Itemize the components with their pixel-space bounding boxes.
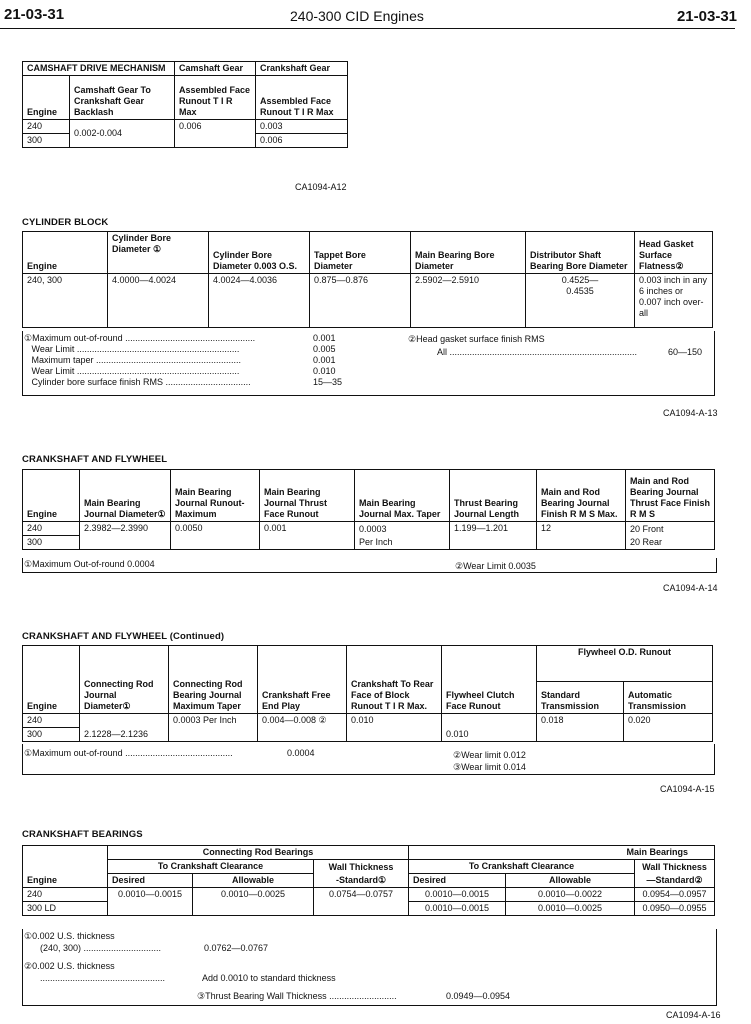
crank2-240-engine: 240 (23, 714, 80, 728)
crank-h-thrust-runout: Main Bearing Journal Thrust Face Runout (260, 470, 355, 522)
bear-cr-allowable: 0.0010—0.0025 (193, 888, 314, 916)
camshaft-code: CA1094-A12 (295, 182, 347, 192)
block-bore-os: 4.0024—4.0036 (209, 274, 310, 328)
crank-h-finish: Main and Rod Bearing Journal Finish R M S Max. (537, 470, 626, 522)
camshaft-h-engine: Engine (23, 76, 70, 120)
block-gasket: 0.003 inch in any 6 inches or 0.007 inch over- all (635, 274, 713, 328)
bear-cr-wall: 0.0754—0.0757 (314, 888, 409, 916)
crank2-h-std: Standard Transmission (537, 682, 624, 714)
block-note-gasket-all: All ........................................................................... (437, 347, 638, 357)
bear-h-mb-allowable: Allowable (506, 874, 635, 888)
block-title: CYLINDER BLOCK (22, 217, 109, 228)
block-h-engine: Engine (23, 232, 108, 274)
bear-cr-desired: 0.0010—0.0015 (108, 888, 193, 916)
block-h-gasket: Head Gasket Surface Flatness② (635, 232, 713, 274)
bear-note-5-value: 0.0949—0.0954 (446, 991, 511, 1001)
bear-h-cr-allowable: Allowable (193, 874, 314, 888)
crank-taper-per-inch: Per Inch (355, 536, 450, 550)
camshaft-group-crank: Crankshaft Gear (256, 62, 348, 76)
crank2-h-rod-diam: Connecting Rod Journal Diameter① (80, 646, 169, 714)
page-title: 240-300 CID Engines (290, 8, 424, 24)
crank-thrust-runout: 0.001 (260, 522, 355, 550)
camshaft-crank-runout-240: 0.003 (256, 120, 348, 134)
crank2-note-r2: ③Wear limit 0.014 (453, 762, 526, 772)
block-dist: 0.4525— 0.4535 (526, 274, 635, 328)
crank2-rod-diam: 2.1228—2.1236 (80, 728, 169, 742)
bear-h-cr-group: Connecting Rod Bearings (108, 846, 409, 860)
block-note-gasket-value: 60—150 (668, 347, 703, 357)
crank-runout: 0.0050 (171, 522, 260, 550)
block-bore: 4.0000—4.0024 (108, 274, 209, 328)
block-table (22, 231, 713, 328)
camshaft-table (22, 61, 348, 148)
block-note-label: Wear Limit ................................................................. (24, 366, 240, 376)
crank-h-runout: Main Bearing Journal Runout-Maximum (171, 470, 260, 522)
crank-h-thrust-length: Thrust Bearing Journal Length (450, 470, 537, 522)
camshaft-crank-runout-300: 0.006 (256, 134, 348, 148)
crank-taper: 0.0003 (355, 522, 450, 536)
page-number-left: 21-03-31 (4, 6, 65, 23)
bear-note-5: ③Thrust Bearing Wall Thickness ........................... (197, 991, 397, 1001)
crank-thrust-rear: 20 Rear (626, 536, 715, 550)
crank2-block-runout: 0.010 (347, 714, 442, 742)
crank-note-left: ①Maximum Out-of-round 0.0004 (24, 559, 155, 569)
bear-note-4: .................................................. (40, 973, 166, 983)
crank2-note-r1: ②Wear limit 0.012 (453, 750, 526, 760)
crank2-clutch: 0.010 (442, 728, 537, 742)
camshaft-h-backlash: Camshaft Gear To Crankshaft Gear Backlash (70, 76, 175, 120)
crank-h-main-diam: Main Bearing Journal Diameter① (80, 470, 171, 522)
block-note-value: 0.005 (313, 344, 336, 354)
bear-h-cr-std: -Standard① (314, 874, 409, 888)
block-h-tappet: Tappet Bore Diameter (310, 232, 411, 274)
block-engine: 240, 300 (23, 274, 108, 328)
block-h-dist: Distributor Shaft Bearing Bore Diameter (526, 232, 635, 274)
bear-h-cr-clear: To Crankshaft Clearance (108, 860, 314, 874)
bear-note-3: ②0.002 U.S. thickness (24, 961, 115, 971)
camshaft-engine-300: 300 (23, 134, 70, 148)
crank-code: CA1094-A-14 (663, 583, 718, 593)
bear-note-4-value: Add 0.0010 to standard thickness (202, 973, 336, 983)
camshaft-backlash: 0.002-0.004 (70, 120, 175, 148)
crank-h-engine: Engine (23, 470, 80, 522)
bear-300-engine: 300 LD (23, 902, 108, 916)
bear-240-mb-allowable: 0.0010—0.0022 (506, 888, 635, 902)
block-code: CA1094-A-13 (663, 408, 718, 418)
crank2-auto: 0.020 (624, 714, 713, 742)
crank2-h-rod-taper: Connecting Rod Bearing Journal Maximum Taper (169, 646, 258, 714)
block-note-label: Wear Limit ................................................................. (24, 344, 240, 354)
block-note-label: ①Maximum out-of-round .................................................... (24, 333, 256, 343)
bear-300-mb-allowable: 0.0010—0.0025 (506, 902, 635, 916)
page-number-right: 21-03-31 (676, 8, 737, 25)
block-note-label: Cylinder bore surface finish RMS .................................. (24, 377, 251, 387)
crank2-h-engine: Engine (23, 646, 80, 714)
camshaft-engine-240: 240 (23, 120, 70, 134)
block-note-value: 0.001 (313, 355, 336, 365)
camshaft-cam-runout: 0.006 (175, 120, 256, 148)
bear-300-mb-wall: 0.0950—0.0955 (635, 902, 715, 916)
block-h-bore: Cylinder Bore Diameter ① (108, 232, 209, 274)
crank2-h-flywheel: Flywheel O.D. Runout (537, 646, 713, 682)
block-note-gasket: ②Head gasket surface finish RMS (408, 334, 545, 344)
bear-h-cr-desired: Desired (108, 874, 193, 888)
crank2-endplay: 0.004—0.008 ② (258, 714, 347, 742)
bear-h-mb-desired: Desired (409, 874, 506, 888)
crank2-code: CA1094-A-15 (660, 784, 715, 794)
crank2-h-auto: Automatic Transmission (624, 682, 713, 714)
crank-title: CRANKSHAFT AND FLYWHEEL (22, 454, 168, 465)
bear-240-mb-desired: 0.0010—0.0015 (409, 888, 506, 902)
bear-300-mb-desired: 0.0010—0.0015 (409, 902, 506, 916)
crank-thrust-front: 20 Front (626, 522, 715, 536)
bear-h-mb-group: Main Bearings (409, 846, 715, 860)
bearings-title: CRANKSHAFT BEARINGS (22, 829, 143, 840)
block-main-bore: 2.5902—2.5910 (411, 274, 526, 328)
bearings-code: CA1094-A-16 (666, 1010, 721, 1020)
crank-main-diam: 2.3982—2.3990 (80, 522, 171, 550)
bear-240-engine: 240 (23, 888, 108, 902)
crank2-h-block-runout: Crankshaft To Rear Face of Block Runout T I R Max. (347, 646, 442, 714)
crank2-h-clutch-runout: Flywheel Clutch Face Runout (442, 646, 537, 714)
camshaft-title: CAMSHAFT DRIVE MECHANISM (23, 62, 175, 76)
crank2-240-diam (80, 714, 169, 728)
camshaft-h-crank-runout: Assembled Face Runout T I R Max (256, 76, 348, 120)
bear-h-cr-wall: Wall Thickness (314, 860, 409, 874)
crank2-300-engine: 300 (23, 728, 80, 742)
block-note-value: 0.010 (313, 366, 336, 376)
crank-240-engine: 240 (23, 522, 80, 536)
block-note-label: Maximum taper .......................................................... (24, 355, 242, 365)
crank2-note-left: ①Maximum out-of-round ........................................... (24, 748, 233, 758)
crank-table (22, 469, 715, 550)
bear-note-2-value: 0.0762—0.0767 (204, 943, 269, 953)
crank-300-engine: 300 (23, 536, 80, 550)
camshaft-group-cam: Camshaft Gear (175, 62, 256, 76)
block-h-bore-os: Cylinder Bore Diameter 0.003 O.S. (209, 232, 310, 274)
crank2-std: 0.018 (537, 714, 624, 742)
bearings-table (22, 845, 715, 916)
bear-240-mb-wall: 0.0954—0.0957 (635, 888, 715, 902)
bear-h-mb-clear: To Crankshaft Clearance (409, 860, 635, 874)
crank-thrust-length: 1.199—1.201 (450, 522, 537, 550)
crank-h-thrust-finish: Main and Rod Bearing Journal Thrust Face Finish R M S (626, 470, 715, 522)
bear-h-engine: Engine (23, 846, 108, 888)
bear-note-2: (240, 300) ............................... (40, 943, 162, 953)
crank-finish: 12 (537, 522, 626, 550)
bear-h-mb-std: —Standard② (635, 874, 715, 888)
block-note-value: 15—35 (313, 377, 343, 387)
crank2-title: CRANKSHAFT AND FLYWHEEL (Continued) (22, 631, 225, 642)
block-tappet: 0.875—0.876 (310, 274, 411, 328)
bear-note-1: ①0.002 U.S. thickness (24, 931, 115, 941)
crank-note-right: ②Wear Limit 0.0035 (455, 561, 536, 571)
crank2-h-endplay: Crankshaft Free End Play (258, 646, 347, 714)
crank-h-taper: Main Bearing Journal Max. Taper (355, 470, 450, 522)
crank2-table (22, 645, 713, 742)
camshaft-h-cam-runout: Assembled Face Runout T I R Max (175, 76, 256, 120)
block-h-main-bore: Main Bearing Bore Diameter (411, 232, 526, 274)
crank2-rod-taper: 0.0003 Per Inch (169, 714, 258, 742)
bear-h-mb-wall: Wall Thickness (635, 860, 715, 874)
block-note-value: 0.001 (313, 333, 336, 343)
header-rule (0, 28, 735, 29)
crank2-240-clutch (442, 714, 537, 728)
crank2-note-left-value: 0.0004 (287, 748, 315, 758)
